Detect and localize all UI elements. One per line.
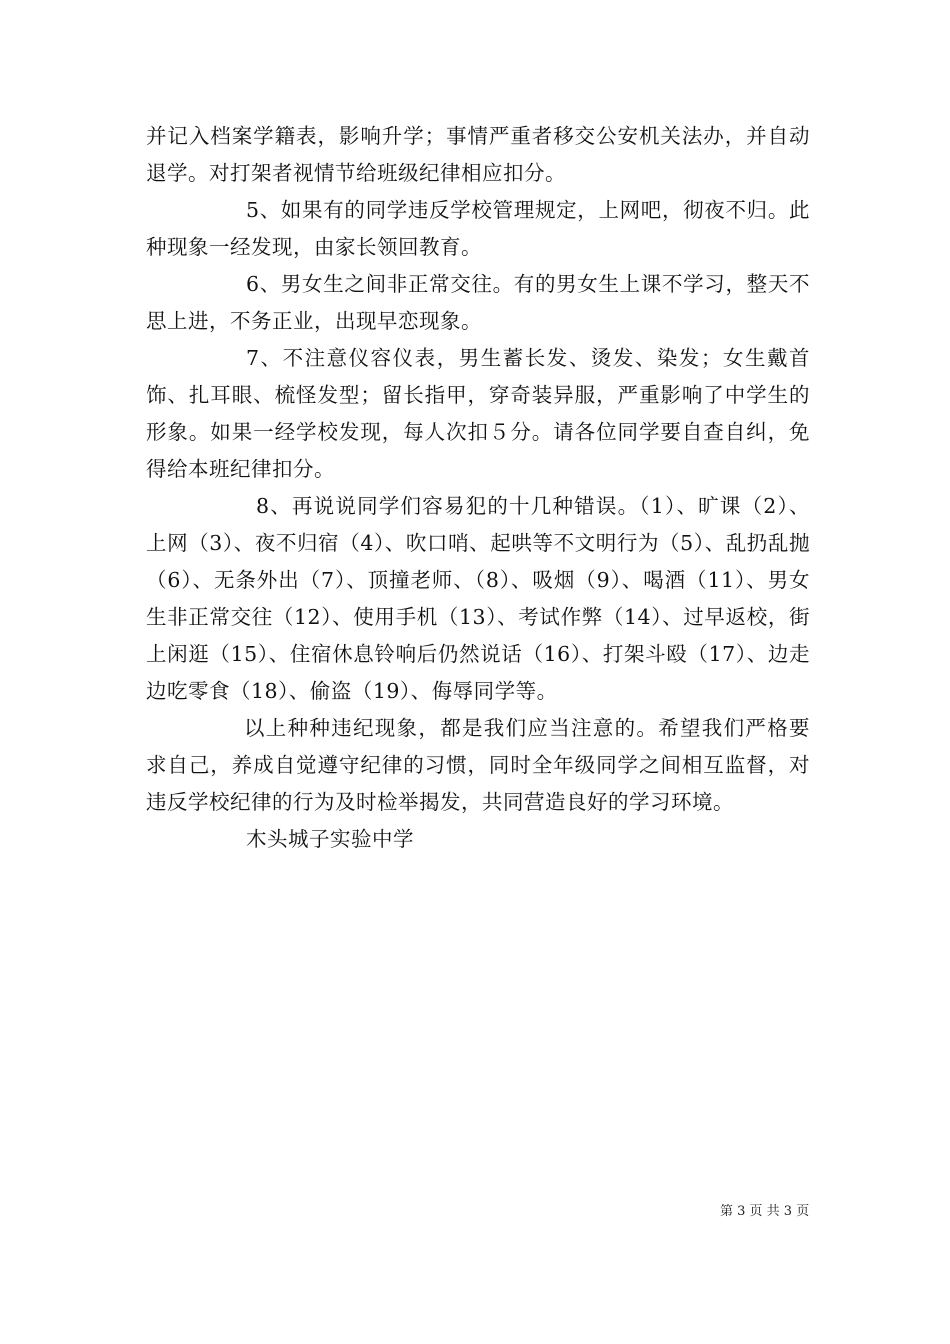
paragraph-continuation: 并记入档案学籍表，影响升学；事情严重者移交公安机关法办，并自动退学。对打架者视情节给班级纪律相应扣分。: [146, 124, 810, 185]
paragraph-item-8: 8、再说说同学们容易犯的十几种错误。（1）、旷课（2）、上网（3）、夜不归宿（4）、吹口哨、起哄等不文明行为（5）、乱扔乱抛（6）、无条外出（7）、顶撞老师、（8）、吸烟（9）、喝酒（11）、男女生非正常交往（12）、使用手机（13）、考试作弊（14）、过早返校，街上闲逛（15）、住宿休息铃响后仍然说话（16）、打架斗殴（17）、边走边吃零食（18）、偷盗（19）、侮辱同学等。: [146, 494, 810, 703]
paragraph-item-6: 6、男女生之间非正常交往。有的男女生上课不学习，整天不思上进，不务正业，出现早恋现象。: [146, 272, 810, 333]
document-body: [146, 118, 810, 858]
paragraph-item-5: 5、如果有的同学违反学校管理规定，上网吧，彻夜不归。此种现象一经发现，由家长领回教育。: [146, 198, 810, 259]
school-signature: 木头城子实验中学: [246, 827, 414, 851]
page-number-footer: 第 3 页 共 3 页: [720, 1204, 810, 1219]
paragraph-item-7: 7、不注意仪容仪表，男生蓄长发、烫发、染发；女生戴首饰、扎耳眼、梳怪发型；留长指甲，穿奇装异服，严重影响了中学生的形象。如果一经学校发现，每人次扣５分。请各位同学要自查自纠，免得给本班纪律扣分。: [146, 346, 810, 481]
paragraph-summary: 以上种种违纪现象，都是我们应当注意的。希望我们严格要求自己，养成自觉遵守纪律的习惯，同时全年级同学之间相互监督，对违反学校纪律的行为及时检举揭发，共同营造良好的学习环境。: [146, 716, 810, 814]
